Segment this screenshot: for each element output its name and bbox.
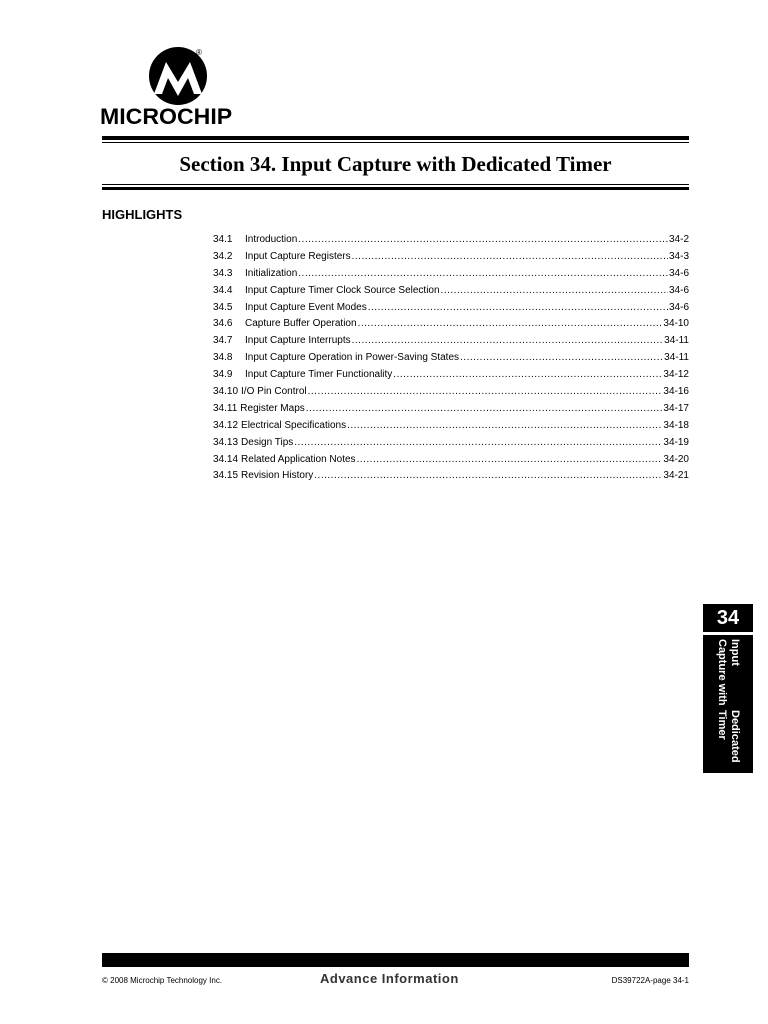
toc-item-page: 34-6: [668, 301, 689, 313]
toc-item-page: 34-11: [664, 352, 689, 364]
toc-leader-dots: [441, 285, 668, 296]
toc-item[interactable]: [213, 470, 689, 487]
toc-item[interactable]: [213, 285, 689, 302]
section-tab-number: 34: [703, 604, 753, 632]
toc-item[interactable]: [213, 302, 689, 319]
footer-bar: [102, 953, 689, 967]
toc-item-page: 34-17: [663, 402, 689, 414]
toc-leader-dots: [298, 268, 668, 279]
toc-item-number: 34.5: [213, 301, 233, 313]
toc-item-title: Input Capture Operation in Power-Saving States: [245, 352, 460, 364]
registered-mark: ®: [196, 48, 202, 57]
toc-item[interactable]: [213, 403, 689, 420]
toc-item-page: 34-11: [664, 335, 689, 347]
toc-item[interactable]: [213, 420, 689, 437]
toc-item[interactable]: [213, 318, 689, 335]
toc-item-number: 34.6: [213, 318, 233, 330]
toc-item[interactable]: [213, 234, 689, 251]
toc-item-page: 34-19: [663, 436, 689, 448]
toc-item-number: 34.13: [213, 436, 239, 448]
section-tab-line-2: Dedicated Timer: [716, 710, 741, 763]
toc-item-title: Capture Buffer Operation: [245, 318, 357, 330]
toc-item-page: 34-2: [668, 234, 689, 245]
toc-item-title: Input Capture Registers: [245, 250, 351, 262]
toc-item-page: 34-3: [668, 250, 689, 262]
section-tab-label: [703, 635, 753, 773]
toc-item-title: Design Tips: [241, 436, 294, 448]
footer-status: Advance Information: [320, 971, 459, 986]
footer-copyright: © 2008 Microchip Technology Inc.: [102, 976, 223, 985]
toc-leader-dots: [347, 420, 662, 431]
title-rule-top: [102, 136, 689, 140]
toc-item[interactable]: [213, 352, 689, 369]
highlights-heading: HIGHLIGHTS: [102, 207, 183, 222]
toc-item-number: 34.3: [213, 267, 233, 279]
toc-item-page: 34-20: [663, 453, 689, 465]
toc-item[interactable]: [213, 268, 689, 285]
toc-leader-dots: [306, 403, 663, 414]
toc-item[interactable]: [213, 386, 689, 403]
title-rule-bottom-thin: [102, 184, 689, 185]
toc-item-number: 34.10: [213, 386, 239, 398]
toc-leader-dots: [294, 437, 662, 448]
toc-item-number: 34.14: [213, 453, 239, 465]
brand-wordmark: MICROCHIP: [100, 104, 233, 129]
toc-item-title: Initialization: [245, 267, 298, 279]
toc-item[interactable]: [213, 437, 689, 454]
toc-item[interactable]: [213, 251, 689, 268]
toc-item[interactable]: [213, 369, 689, 386]
toc-leader-dots: [368, 302, 668, 313]
toc-item-title: Related Application Notes: [241, 453, 356, 465]
toc-item-title: Input Capture Event Modes: [245, 301, 367, 313]
toc-item-title: Electrical Specifications: [241, 419, 347, 431]
toc-item-title: I/O Pin Control: [241, 386, 307, 398]
toc-item-page: 34-6: [668, 267, 689, 279]
toc-item-number: 34.9: [213, 369, 233, 381]
toc-item-number: 34.4: [213, 284, 233, 296]
toc-item-number: 34.8: [213, 352, 233, 364]
toc-item-page: 34-6: [668, 284, 689, 296]
toc-item-title: Register Maps: [240, 402, 305, 414]
toc-leader-dots: [358, 318, 663, 329]
toc-leader-dots: [393, 369, 662, 380]
toc-item-number: 34.7: [213, 335, 233, 347]
toc-leader-dots: [314, 470, 662, 481]
toc-leader-dots: [357, 454, 663, 465]
microchip-logo: [100, 44, 262, 134]
toc-leader-dots: [460, 352, 663, 363]
toc-leader-dots: [308, 386, 663, 397]
title-rule-bottom: [102, 187, 689, 190]
toc-item-number: 34.2: [213, 250, 233, 262]
toc-item-number: 34.11: [213, 402, 238, 414]
toc-item-number: 34.1: [213, 234, 233, 245]
title-rule-top-thin: [102, 142, 689, 143]
toc-item-title: Input Capture Interrupts: [245, 335, 351, 347]
toc-item-page: 34-21: [663, 470, 689, 482]
highlights-toc: [213, 234, 689, 487]
toc-leader-dots: [352, 251, 668, 262]
toc-item-number: 34.15: [213, 470, 239, 482]
toc-item-page: 34-10: [663, 318, 689, 330]
toc-item-title: Introduction: [245, 234, 298, 245]
toc-leader-dots: [352, 335, 664, 346]
toc-item[interactable]: [213, 454, 689, 471]
toc-item-title: Input Capture Timer Clock Source Selection: [245, 284, 440, 296]
toc-leader-dots: [298, 234, 668, 245]
footer-doc-number: DS39722A-page 34-1: [611, 976, 689, 985]
toc-item-title: Input Capture Timer Functionality: [245, 369, 393, 381]
toc-item-page: 34-16: [663, 386, 689, 398]
toc-item-page: 34-18: [663, 419, 689, 431]
microchip-logo-icon: [148, 44, 212, 106]
section-title: Section 34. Input Capture with Dedicated Timer: [179, 152, 612, 176]
toc-item-title: Revision History: [241, 470, 314, 482]
toc-item-page: 34-12: [663, 369, 689, 381]
toc-item[interactable]: [213, 335, 689, 352]
section-tab-line-1: Input Capture with: [716, 639, 741, 706]
toc-item-number: 34.12: [213, 419, 239, 431]
